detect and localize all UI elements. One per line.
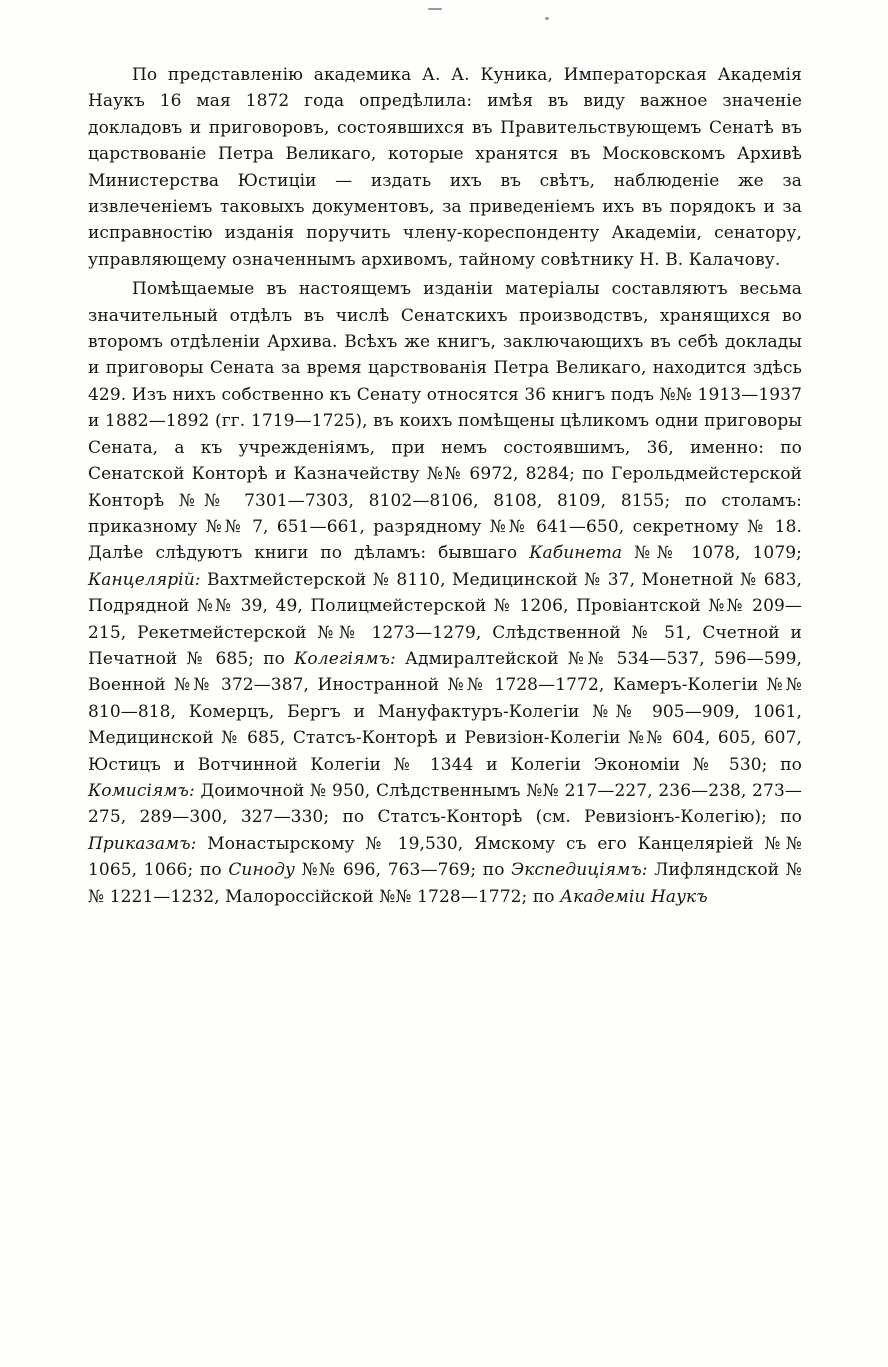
page-text-block xyxy=(88,62,802,910)
text-run: По представленію академика А. А. Куника, Императорская Академія Наукъ 16 мая 1872 года опредѣлила: имѣя въ виду важное значеніе докладовъ и приговоровъ, состоявшихся въ Правительствующемъ Сенатѣ въ царствованіе Петра Великаго, которые хранятся въ Московскомъ Архивѣ Министерства Юстиціи — издать ихъ въ свѣтъ, наблюденіе же за извлеченіемъ таковыхъ документовъ, за приведеніемъ ихъ въ порядокъ и за исправностію изданія поручить члену-кореспонденту Академіи, сенатору, управляющему означеннымъ архивомъ, тайному совѣтнику Н. В. Калачову. xyxy=(88,65,802,270)
text-run: Доимочной № 950, Слѣдственнымъ №№ 217—227, 236—238, 273—275, 289—300, 327—330; по Статсъ-Конторѣ (см. Ревизіонъ-Колегію); по xyxy=(88,780,802,828)
text-run: №№ 696, 763—769; по xyxy=(294,860,512,881)
italic-text-run: Колегіямъ: xyxy=(294,648,396,669)
text-run: Лифляндской №№ 1221—1232, Малороссійской №№ 1728—1772; по xyxy=(88,860,802,907)
italic-text-run: Канцелярій: xyxy=(88,569,201,590)
italic-text-run: Экспедиціямъ: xyxy=(511,860,648,881)
text-run: Вахтмейстерской № 8110, Медицинской № 37, Монетной № 683, Подрядной №№ 39, 49, Полицмейстерской № 1206, Провіантской №№ 209—215, Рекетмейстерской №№ 1273—1279, Слѣдственной № 51, Счетной и Печатной № 685; по xyxy=(88,569,802,669)
scan-artifact xyxy=(545,17,549,20)
text-run: №№ 1078, 1079; xyxy=(622,543,803,564)
italic-text-run: Синоду xyxy=(228,860,295,881)
italic-text-run: Академіи Наукъ xyxy=(560,886,708,907)
paragraph xyxy=(88,276,802,910)
italic-text-run: Кабинета xyxy=(529,543,623,564)
italic-text-run: Приказамъ: xyxy=(88,833,197,854)
text-run: Помѣщаемые въ настоящемъ изданіи матеріалы составляютъ весьма значительный отдѣлъ въ числѣ Сенатскихъ производствъ, хранящихся во второмъ отдѣленіи Архива. Всѣхъ же книгъ, заключающихъ въ себѣ доклады и приговоры Сената за время царствованія Петра Великаго, находится здѣсь 429. Изъ нихъ собственно къ Сенату относятся 36 книгъ подъ №№ 1913—1937 и 1882—1892 (гг. 1719—1725), въ коихъ помѣщены цѣликомъ одни приговоры Сената, а къ учрежденіямъ, при немъ состоявшимъ, 36, именно: по Сенатской Конторѣ и Казначейству №№ 6972, 8284; по Герольдмейстерской Конторѣ №№ 7301—7303, 8102—8106, 8108, 8109, 8155; по столамъ: приказному №№ 7, 651—661, разрядному №№ 641—650, секретному № 18. Далѣе слѣдуютъ книги по дѣламъ: бывшаго xyxy=(88,279,802,564)
scan-artifact xyxy=(428,8,442,10)
italic-text-run: Комисіямъ: xyxy=(88,780,195,801)
paragraph xyxy=(88,62,802,273)
text-run: Адмиралтейской №№ 534—537, 596—599, Военной №№ 372—387, Иностранной №№ 1728—1772, Камеръ-Колегіи №№ 810—818, Комерцъ, Бергъ и Мануфактуръ-Колегіи №№ 905—909, 1061, Медицинской № 685, Статсъ-Конторѣ и Ревизіон-Колегіи №№ 604, 605, 607, Юстицъ и Вотчинной Колегіи № 1344 и Колегіи Экономіи № 530; по xyxy=(88,648,803,775)
text-run: Монастырскому № 19,530, Ямскому съ его Канцеляріей №№ 1065, 1066; по xyxy=(88,833,802,881)
